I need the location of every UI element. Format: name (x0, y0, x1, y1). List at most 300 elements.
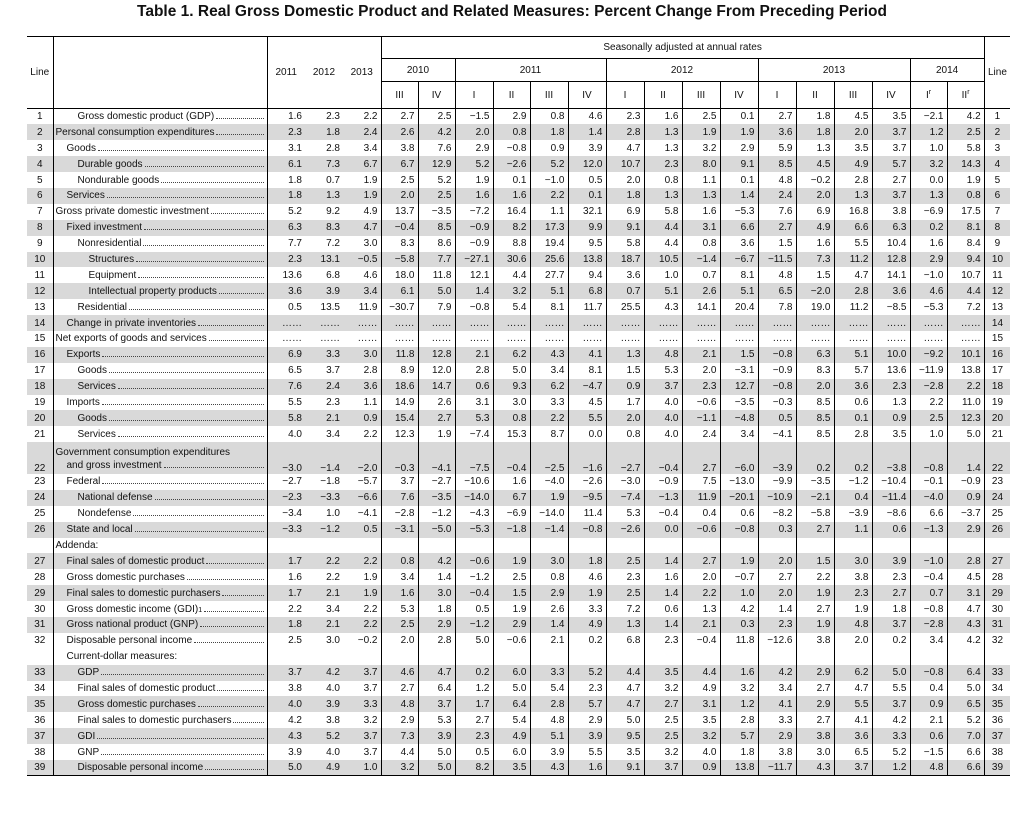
value-cell: 4.2 (418, 124, 455, 140)
line-number: 10 (984, 252, 1010, 268)
table-row (27, 109, 1010, 125)
value-cell: 1.9 (947, 172, 984, 188)
value-cell: 11.8 (381, 347, 418, 363)
value-cell: 1.9 (343, 585, 381, 601)
value-cell: 5.2 (288, 206, 302, 218)
line-number: 4 (984, 156, 1010, 172)
value-cell: 0.5 (758, 410, 796, 426)
value-cell: 17.3 (530, 220, 568, 236)
value-cell: 0.7 (606, 283, 644, 299)
value-cell: 7.2 (326, 238, 340, 250)
value-cell: 4.2 (288, 714, 302, 726)
row-label (53, 283, 267, 299)
value-cell: 1.8 (796, 124, 834, 140)
value-cell: 1.3 (644, 124, 682, 140)
value-cell: 0.7 (910, 585, 947, 601)
row-label (53, 347, 267, 363)
value-cell: −30.7 (381, 299, 418, 315)
value-cell: −1.2 (418, 506, 455, 522)
value-cell: 2.3 (644, 633, 682, 649)
value-cell (381, 538, 418, 554)
line-number: 38 (34, 746, 46, 758)
value-cell: 3.8 (796, 633, 834, 649)
row-label-text: Gross domestic purchases (77, 698, 196, 710)
value-cell: 1.8 (872, 601, 910, 617)
line-number: 20 (27, 410, 53, 426)
value-cell: 12.3 (381, 426, 418, 442)
value-cell: 4.5 (834, 109, 872, 125)
row-label-text: Equipment (88, 269, 137, 281)
revised-marker: r (967, 88, 970, 96)
value-cell: 2.1 (455, 347, 493, 363)
row-label (53, 331, 267, 347)
value-cell: 1.6 (720, 665, 758, 681)
value-cell: 5.5 (288, 396, 302, 408)
value-cell: 0.9 (530, 140, 568, 156)
row-label (53, 172, 267, 188)
value-cell: 5.7 (568, 696, 606, 712)
value-cell: 2.3 (872, 569, 910, 585)
value-cell: −1.2 (455, 569, 493, 585)
value-cell: −3.3 (305, 490, 343, 506)
group-year-header: 2011 (455, 59, 606, 82)
value-cell: 2.5 (644, 712, 682, 728)
line-number: 22 (984, 442, 1010, 474)
group-year-header: 2010 (381, 59, 455, 82)
value-cell: 7.3 (381, 728, 418, 744)
value-cell: 3.4 (910, 633, 947, 649)
value-cell: 1.9 (493, 553, 530, 569)
value-cell: 11.2 (834, 252, 872, 268)
value-cell: 25.5 (606, 299, 644, 315)
value-cell: 4.8 (758, 267, 796, 283)
value-cell: 4.4 (381, 744, 418, 760)
value-cell: 0.1 (493, 172, 530, 188)
value-cell: 2.0 (758, 553, 796, 569)
value-cell (267, 649, 305, 665)
value-cell (834, 538, 872, 554)
value-cell: 1.3 (796, 140, 834, 156)
value-cell: 5.4 (493, 712, 530, 728)
value-cell: −3.7 (947, 506, 984, 522)
section-heading-row (27, 649, 1010, 665)
row-label (53, 252, 267, 268)
row-label-text: Goods (77, 365, 107, 377)
row-label-text: Gross domestic product (GDP) (77, 111, 215, 123)
dot-leader (144, 229, 263, 230)
value-cell: 5.4 (493, 299, 530, 315)
value-cell: 1.5 (758, 236, 796, 252)
value-cell (305, 538, 343, 554)
value-cell: 2.7 (872, 172, 910, 188)
row-label-text: Durable goods (77, 158, 143, 170)
value-cell: −0.3 (758, 395, 796, 411)
value-cell: −14.0 (530, 506, 568, 522)
dot-leader (198, 706, 264, 707)
value-cell: 2.3 (872, 379, 910, 395)
value-cell: −3.9 (834, 506, 872, 522)
value-cell: −1.0 (530, 172, 568, 188)
value-cell: 3.9 (305, 696, 343, 712)
dot-leader (107, 197, 264, 198)
line-number: 26 (27, 522, 53, 538)
value-cell: 2.8 (455, 363, 493, 379)
value-cell: 0.5 (455, 601, 493, 617)
value-cell: 5.0 (493, 363, 530, 379)
line-number: 8 (27, 220, 53, 236)
value-cell: 1.1 (834, 522, 872, 538)
value-cell: 10.0 (872, 347, 910, 363)
row-label-text: Government consumption expenditures (55, 446, 231, 458)
value-cell: −4.7 (568, 379, 606, 395)
value-cell: 14.9 (381, 395, 418, 411)
value-cell: …… (720, 331, 758, 347)
value-cell: 0.6 (872, 522, 910, 538)
value-cell: 4.4 (682, 665, 720, 681)
dot-leader (98, 150, 264, 151)
table-row (27, 267, 1010, 283)
value-cell: 12.3 (947, 410, 984, 426)
line-number: 1 (984, 109, 1010, 125)
value-cell: 1.3 (305, 188, 343, 204)
row-label-text: GDI (77, 730, 96, 742)
table-row (27, 204, 1010, 220)
row-label (53, 363, 267, 379)
value-cell: 3.0 (796, 744, 834, 760)
value-cell: 4.8 (758, 172, 796, 188)
value-cell: 2.6 (682, 283, 720, 299)
value-cell (305, 649, 343, 665)
value-cell: 3.1 (455, 395, 493, 411)
value-cell: 0.7 (682, 267, 720, 283)
value-cell: 4.4 (606, 665, 644, 681)
value-cell: 5.9 (758, 140, 796, 156)
value-cell: 2.3 (326, 396, 340, 408)
value-cell: −2.7 (418, 474, 455, 490)
value-cell: 2.7 (418, 410, 455, 426)
value-cell: 6.5 (288, 365, 302, 377)
value-cell: 1.0 (326, 508, 340, 520)
value-cell: 8.3 (381, 236, 418, 252)
value-cell: 0.2 (568, 633, 606, 649)
value-cell: 8.1 (720, 267, 758, 283)
value-cell: −2.0 (796, 283, 834, 299)
value-cell: 3.7 (872, 188, 910, 204)
value-cell: 4.2 (872, 712, 910, 728)
value-cell: 7.7 (288, 238, 302, 250)
value-cell: …… (872, 315, 910, 331)
value-cell: …… (796, 315, 834, 331)
line-number: 25 (984, 506, 1010, 522)
value-cell: −6.6 (343, 490, 381, 506)
line-number: 27 (984, 553, 1010, 569)
value-cell: 0.1 (720, 109, 758, 125)
value-cell: …… (834, 315, 872, 331)
value-cell: 3.9 (568, 140, 606, 156)
value-cell: −1.2 (455, 617, 493, 633)
value-cell: −9.9 (758, 474, 796, 490)
value-cell: 10.5 (644, 252, 682, 268)
value-cell: …… (606, 315, 644, 331)
row-label-text: Final sales to domestic purchasers (66, 587, 221, 599)
table-row (27, 712, 1010, 728)
value-cell: −7.4 (455, 426, 493, 442)
value-cell: 2.1 (530, 633, 568, 649)
value-cell: −1.1 (682, 410, 720, 426)
value-cell: 3.2 (493, 283, 530, 299)
value-cell: 4.7 (834, 681, 872, 697)
value-cell: 8.6 (418, 236, 455, 252)
value-cell (872, 538, 910, 554)
value-cell: −0.3 (381, 442, 418, 474)
value-cell (381, 649, 418, 665)
value-cell: 0.2 (796, 442, 834, 474)
line-number: 25 (34, 508, 46, 520)
value-cell: 13.5 (320, 301, 340, 313)
table-row (27, 633, 1010, 649)
value-cell: 3.2 (682, 728, 720, 744)
row-label (53, 585, 267, 601)
value-cell: 6.4 (418, 681, 455, 697)
value-cell: …… (910, 331, 947, 347)
value-cell: −2.3 (267, 490, 305, 506)
line-number: 23 (984, 474, 1010, 490)
value-cell: 4.5 (796, 156, 834, 172)
table-row (27, 363, 1010, 379)
value-cell: −3.5 (796, 474, 834, 490)
value-cell: 3.2 (720, 681, 758, 697)
value-cell: −5.8 (796, 506, 834, 522)
value-cell: 8.5 (758, 156, 796, 172)
value-cell: 6.4 (947, 665, 984, 681)
value-cell: 4.8 (530, 712, 568, 728)
value-cell: 0.6 (910, 728, 947, 744)
value-cell: −13.0 (720, 474, 758, 490)
value-cell: 13.8 (720, 760, 758, 776)
value-cell: 1.8 (530, 124, 568, 140)
row-label-text: Intellectual property products (88, 285, 217, 297)
value-cell: 3.5 (644, 665, 682, 681)
line-number: 14 (984, 315, 1010, 331)
value-cell (644, 649, 682, 665)
value-cell: −5.7 (357, 476, 378, 488)
value-cell: 5.2 (418, 172, 455, 188)
value-cell: 2.3 (326, 111, 340, 123)
line-number: 34 (34, 683, 46, 695)
value-cell: 3.6 (834, 379, 872, 395)
value-cell: 8.5 (796, 410, 834, 426)
value-cell: 13.1 (305, 252, 343, 268)
table-row (27, 379, 1010, 395)
value-cell: 1.2 (720, 696, 758, 712)
value-cell (910, 538, 947, 554)
value-cell: 1.9 (796, 585, 834, 601)
quarter-header: IV (720, 82, 758, 109)
value-cell (343, 649, 381, 665)
value-cell: 5.0 (455, 633, 493, 649)
value-cell: 3.6 (834, 728, 872, 744)
value-cell: 5.0 (418, 760, 455, 776)
value-cell: −1.0 (910, 553, 947, 569)
value-cell (343, 538, 381, 554)
value-cell: 4.6 (381, 665, 418, 681)
value-cell (720, 649, 758, 665)
value-cell: 13.6 (872, 363, 910, 379)
line-number: 12 (27, 283, 53, 299)
value-cell: 2.8 (834, 172, 872, 188)
value-cell: 3.4 (363, 142, 378, 154)
value-cell: −27.1 (455, 252, 493, 268)
value-cell: 7.6 (267, 379, 305, 395)
table-row (27, 601, 1010, 617)
line-number: 7 (984, 204, 1010, 220)
value-cell: 4.8 (910, 760, 947, 776)
value-cell: 3.7 (834, 760, 872, 776)
value-cell: 1.2 (872, 760, 910, 776)
table-row (27, 506, 1010, 522)
value-cell: 5.5 (872, 681, 910, 697)
value-cell: 1.6 (682, 204, 720, 220)
table-row (27, 410, 1010, 426)
value-cell: 2.7 (381, 109, 418, 125)
value-cell: 1.2 (455, 681, 493, 697)
value-cell: 6.6 (947, 744, 984, 760)
value-cell: 11.8 (720, 633, 758, 649)
dot-leader (216, 118, 263, 119)
value-cell: 1.3 (682, 188, 720, 204)
row-label-text: Disposable personal income (77, 762, 204, 774)
row-label-text: Final sales of domestic product (66, 555, 205, 567)
value-cell: 3.0 (530, 553, 568, 569)
value-cell: 1.8 (796, 109, 834, 125)
value-cell: 3.3 (568, 601, 606, 617)
value-cell (568, 649, 606, 665)
value-cell: −1.4 (682, 252, 720, 268)
value-cell: −2.6 (493, 156, 530, 172)
dot-leader (211, 213, 264, 214)
value-cell: 2.7 (796, 601, 834, 617)
value-cell: 1.9 (363, 571, 378, 583)
row-label (53, 744, 267, 760)
dot-leader (109, 372, 264, 373)
row-label-text: Gross national product (GNP) (66, 619, 199, 631)
row-label (53, 220, 267, 236)
value-cell: −11.9 (910, 363, 947, 379)
value-cell: 3.7 (363, 746, 378, 758)
quarter-header: IV (872, 82, 910, 109)
value-cell: 1.7 (267, 585, 305, 601)
value-cell (493, 649, 530, 665)
value-cell: 15.3 (493, 426, 530, 442)
value-cell: 5.8 (644, 204, 682, 220)
line-number: 13 (34, 301, 46, 313)
value-cell: …… (305, 315, 343, 331)
table-row (27, 315, 1010, 331)
value-cell: 3.9 (288, 746, 302, 758)
value-cell: 1.4 (644, 585, 682, 601)
value-cell: 3.4 (758, 681, 796, 697)
value-cell (947, 649, 984, 665)
line-number: 22 (27, 442, 53, 474)
value-cell: 14.3 (947, 156, 984, 172)
value-cell: 1.6 (381, 585, 418, 601)
line-number: 36 (984, 712, 1010, 728)
row-label (53, 410, 267, 426)
value-cell: 0.9 (343, 410, 381, 426)
value-cell: 1.3 (606, 617, 644, 633)
value-cell: 2.3 (644, 156, 682, 172)
value-cell: 7.2 (947, 299, 984, 315)
value-cell: 0.8 (682, 236, 720, 252)
value-cell: −9.2 (910, 347, 947, 363)
value-cell: 3.6 (267, 283, 305, 299)
value-cell: 3.7 (872, 124, 910, 140)
value-cell: 2.5 (682, 109, 720, 125)
value-cell: 3.7 (644, 379, 682, 395)
value-cell: 0.9 (606, 379, 644, 395)
value-cell: −0.4 (644, 442, 682, 474)
line-number: 21 (984, 426, 1010, 442)
row-label (53, 712, 267, 728)
dot-leader (209, 340, 264, 341)
line-number: 15 (34, 333, 46, 345)
value-cell: 2.9 (381, 712, 418, 728)
row-label-text: Final sales to domestic purchasers (77, 714, 232, 726)
value-cell: 5.5 (568, 410, 606, 426)
value-cell: 0.8 (644, 172, 682, 188)
value-cell: 11.7 (568, 299, 606, 315)
value-cell (682, 538, 720, 554)
value-cell: −7.5 (455, 442, 493, 474)
value-cell: 2.9 (418, 617, 455, 633)
value-cell: 2.9 (720, 140, 758, 156)
value-cell: 11.2 (834, 299, 872, 315)
line-number: 6 (27, 188, 53, 204)
value-cell: 32.1 (568, 204, 606, 220)
quarter-label: II (961, 89, 968, 101)
value-cell (418, 538, 455, 554)
value-cell (682, 649, 720, 665)
value-cell: 4.7 (343, 220, 381, 236)
value-cell: 0.8 (530, 109, 568, 125)
value-cell: 4.7 (606, 681, 644, 697)
quarter-label: I (925, 89, 929, 101)
dot-leader (155, 499, 264, 500)
row-label (53, 442, 267, 474)
value-cell: 4.3 (947, 617, 984, 633)
table-row (27, 585, 1010, 601)
value-cell: 19.0 (796, 299, 834, 315)
line-number (984, 538, 1010, 554)
value-cell: −3.1 (381, 522, 418, 538)
value-cell: 4.4 (644, 236, 682, 252)
value-cell: 2.6 (418, 395, 455, 411)
value-cell: 3.4 (326, 603, 340, 615)
value-cell: 8.3 (305, 220, 343, 236)
row-label-text: GDP (77, 667, 100, 679)
table-row (27, 156, 1010, 172)
value-cell: 4.8 (834, 617, 872, 633)
value-cell: 1.4 (720, 188, 758, 204)
line-number: 3 (36, 142, 43, 154)
line-number: 12 (984, 283, 1010, 299)
table-row (27, 760, 1010, 776)
value-cell: 0.9 (872, 410, 910, 426)
dot-leader (101, 674, 263, 675)
value-cell: −0.2 (796, 172, 834, 188)
dot-leader (102, 356, 263, 357)
line-number: 30 (34, 603, 46, 615)
